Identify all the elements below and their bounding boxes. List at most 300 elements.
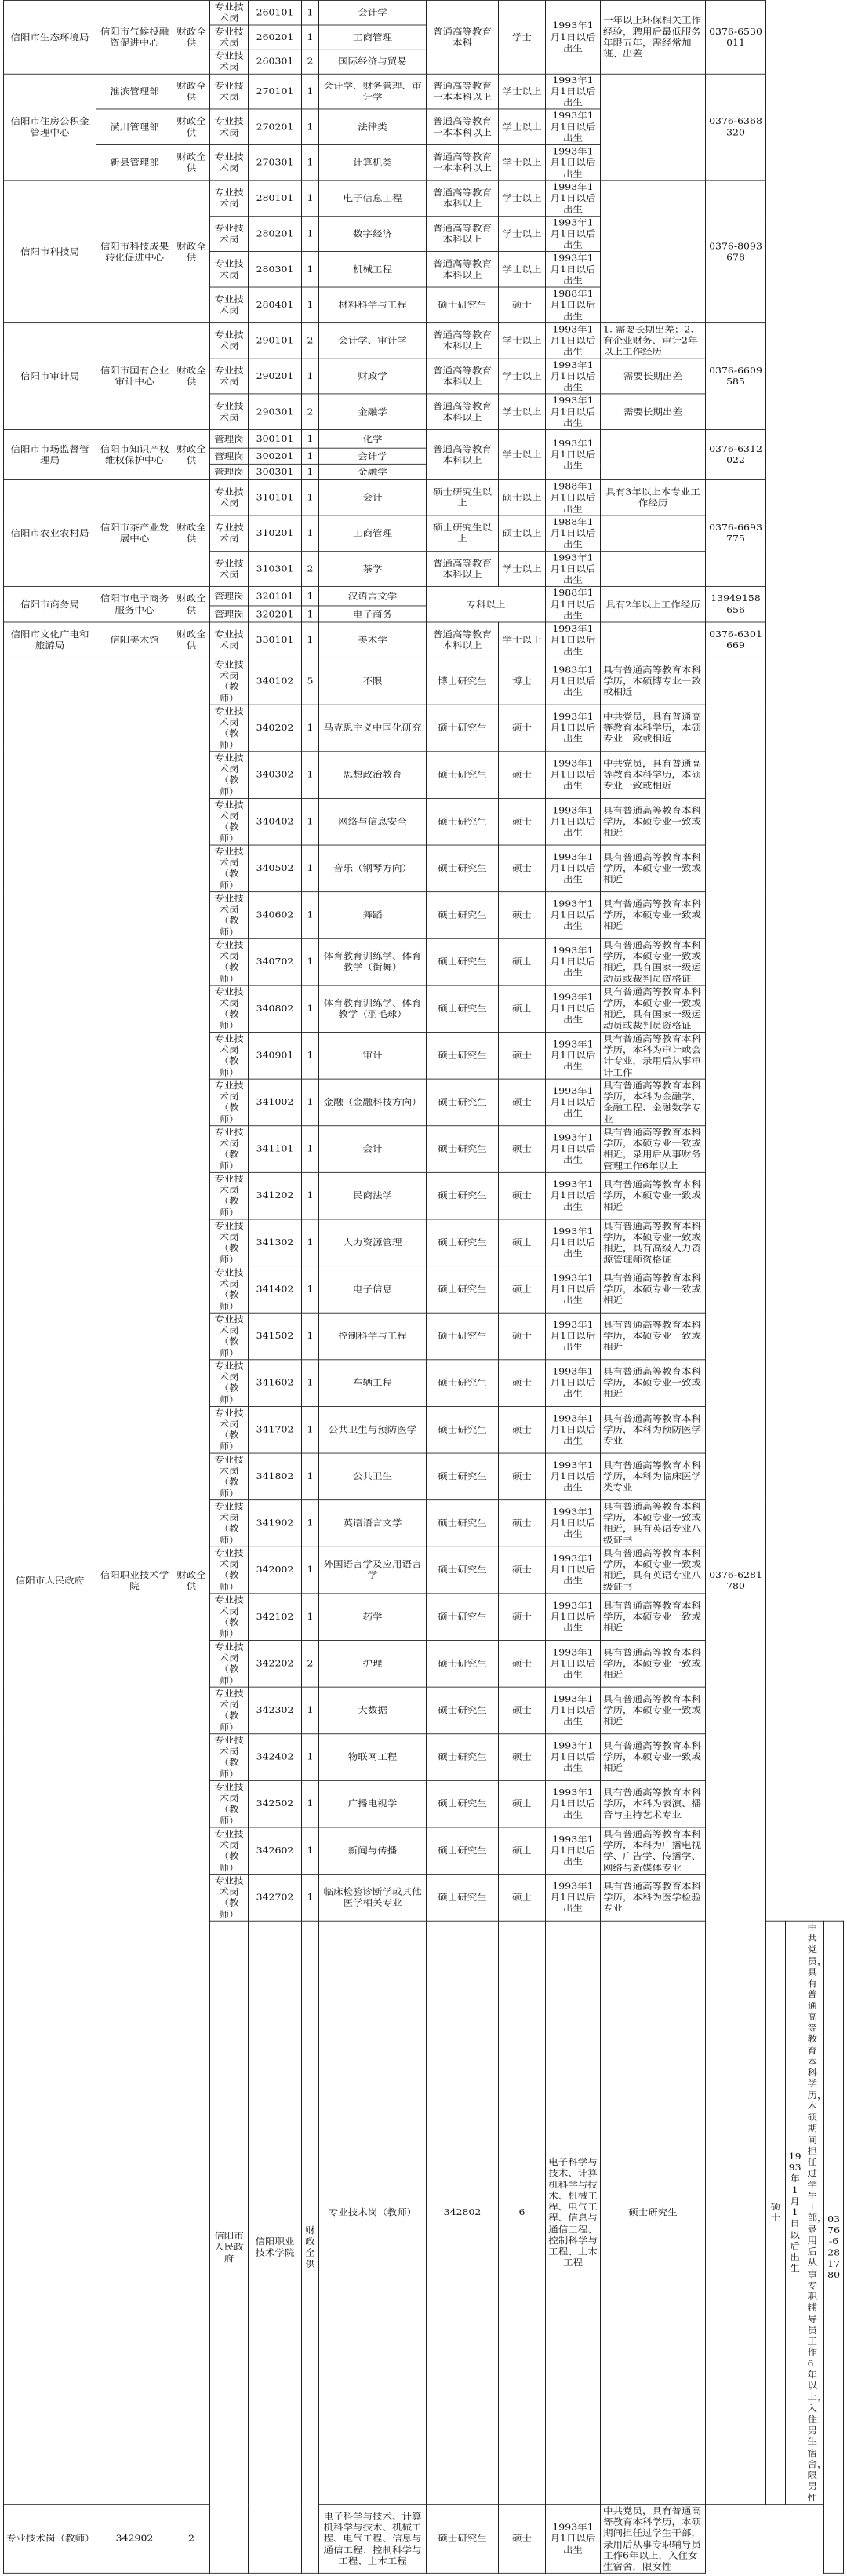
other-requirements-cell: 具有普通高等教育本科学历，本科为金融学、金融工程、金融数学专业 xyxy=(601,1079,706,1126)
other-requirements-cell xyxy=(601,551,706,586)
unit-cell: 淮滨管理部 xyxy=(96,74,173,109)
post-type-cell: 专业技术岗（教师） xyxy=(210,1453,249,1500)
table-row xyxy=(4,0,844,24)
major-cell: 车辆工程 xyxy=(319,1360,427,1407)
major-cell: 会计学、审计学 xyxy=(319,322,427,358)
age-limit-cell: 1993年1月1日以后出生 xyxy=(546,1687,601,1734)
other-requirements-cell: 具有普通高等教育本科学历，本硕专业一致或相近，具有英语专业八级证书 xyxy=(601,1499,706,1547)
major-cell: 临床检验诊断学或其他医学相关专业 xyxy=(319,1874,427,1921)
major-cell: 人力资源管理 xyxy=(319,1219,427,1266)
education-cell: 硕士研究生 xyxy=(427,1687,499,1734)
major-cell: 金融学 xyxy=(319,394,427,429)
education-cell: 硕士研究生 xyxy=(427,1406,499,1453)
degree-cell: 硕士 xyxy=(499,1266,546,1313)
major-cell: 工商管理 xyxy=(319,25,427,49)
cell-cell: 0376-6281780 xyxy=(824,1921,844,2574)
headcount-cell: 1 xyxy=(302,1547,319,1594)
headcount-cell: 1 xyxy=(302,216,319,251)
other-requirements-cell: 中共党员，具有普通高等教育本科学历，本硕专业一致或相近 xyxy=(601,705,706,752)
post-code-cell: 260301 xyxy=(249,49,302,74)
major-cell: 机械工程 xyxy=(319,252,427,287)
major-cell: 化学 xyxy=(319,430,427,449)
education-cell: 硕士研究生以上 xyxy=(427,480,499,516)
funding-cell: 财政全供 xyxy=(173,622,210,658)
age-limit-cell: 1993年1月1日以后出生 xyxy=(546,2504,601,2573)
headcount-cell: 1 xyxy=(302,430,319,449)
degree-cell: 硕士 xyxy=(499,752,546,799)
headcount-cell: 1 xyxy=(302,145,319,180)
funding-cell: 财政全供 xyxy=(173,322,210,429)
age-limit-cell: 1993年1月1日以后出生 xyxy=(546,1547,601,1594)
post-code-cell: 341702 xyxy=(249,1406,302,1453)
education-cell: 普通高等教育本科以上 xyxy=(427,216,499,251)
age-limit-cell: 1993年1月1日以后出生 xyxy=(546,1874,601,1921)
post-type-cell: 专业技术岗（教师） xyxy=(210,1594,249,1641)
post-code-cell: 342302 xyxy=(249,1687,302,1734)
post-type-cell: 专业技术岗（教师） xyxy=(210,1640,249,1687)
other-requirements-cell: 具有普通高等教育本科学历，本硕专业一致或相近，具有国家一级运动员或裁判员资格证 xyxy=(601,986,706,1033)
major-cell: 美术学 xyxy=(319,622,427,658)
degree-cell: 学士以上 xyxy=(499,430,546,480)
post-type-cell: 专业技术岗 xyxy=(210,74,249,109)
other-requirements-cell: 具有普通高等教育本科学历，本硕专业一致或相近 xyxy=(601,1594,706,1641)
post-type-cell: 专业技术岗 xyxy=(210,0,249,24)
major-cell: 专业技术岗（教师） xyxy=(319,1921,427,2504)
contact-phone-cell: 0376-6530011 xyxy=(706,0,766,73)
headcount-cell: 1 xyxy=(302,798,319,845)
headcount-cell: 1 xyxy=(302,180,319,216)
degree-cell: 硕士 xyxy=(499,1126,546,1173)
funding-cell: 2 xyxy=(173,2504,210,2573)
education-cell: 硕士研究生 xyxy=(427,1126,499,1173)
headcount-cell: 2 xyxy=(302,394,319,429)
table-row xyxy=(4,180,844,216)
post-type-cell: 管理岗 xyxy=(210,464,249,479)
degree-cell: 学士 xyxy=(499,0,546,73)
other-requirements-cell: 具有普通高等教育本科学历，本硕专业一致或相近 xyxy=(601,1266,706,1313)
degree-cell: 学士以上 xyxy=(499,109,546,144)
education-cell: 硕士研究生 xyxy=(427,1219,499,1266)
age-limit-cell: 1993年1月1日以后出生 xyxy=(546,986,601,1033)
degree-cell: 硕士以上 xyxy=(499,516,546,551)
major-cell: 材料科学与工程 xyxy=(319,287,427,322)
degree-cell: 学士以上 xyxy=(499,145,546,180)
post-type-cell: 专业技术岗 xyxy=(210,216,249,251)
post-code-cell: 290101 xyxy=(249,322,302,358)
other-requirements-cell: 1. 需要长期出差；2. 有企业财务、审计2年以上工作经历 xyxy=(601,322,706,358)
funding-cell: 财政全供 xyxy=(173,0,210,73)
post-code-cell: 341602 xyxy=(249,1360,302,1407)
education-cell: 硕士研究生 xyxy=(427,1780,499,1827)
education-cell: 普通高等教育本科以上 xyxy=(427,252,499,287)
post-type-cell: 专业技术岗（教师） xyxy=(210,1313,249,1360)
table-row xyxy=(4,658,844,705)
department-cell: 信阳市住房公积金管理中心 xyxy=(4,74,96,180)
other-requirements-cell: 具有普通高等教育本科学历，本硕专业一致或相近，具有高级人力资源管理师资格证 xyxy=(601,1219,706,1266)
post-type-cell: 管理岗 xyxy=(210,606,249,622)
degree-cell: 硕士 xyxy=(499,1827,546,1875)
degree-cell: 硕士 xyxy=(499,1640,546,1687)
education-cell: 硕士研究生 xyxy=(427,752,499,799)
headcount-cell: 1 xyxy=(302,938,319,986)
post-code-cell: 341502 xyxy=(249,1313,302,1360)
post-code-cell: 340901 xyxy=(249,1032,302,1079)
post-type-cell: 管理岗 xyxy=(210,430,249,449)
age-limit-cell: 1993年1月1日以后出生 xyxy=(546,938,601,986)
other-requirements-cell: 具有普通高等教育本科学历，本硕专业一致或相近 xyxy=(601,1313,706,1360)
post-type-cell: 专业技术岗 xyxy=(210,252,249,287)
major-cell: 大数据 xyxy=(319,1687,427,1734)
post-code-cell: 310101 xyxy=(249,480,302,516)
degree-cell: 学士以上 xyxy=(499,622,546,658)
age-limit-cell: 1993年1月1日以后出生 xyxy=(546,1734,601,1781)
post-type-cell: 专业技术岗（教师） xyxy=(210,1172,249,1219)
degree-cell: 硕士 xyxy=(499,1499,546,1547)
age-limit-cell: 1993年1月1日以后出生 xyxy=(546,1406,601,1453)
major-cell: 电子商务 xyxy=(319,606,427,622)
age-limit-cell: 1993年1月1日以后出生 xyxy=(546,109,601,144)
unit-cell: 信阳市电子商务服务中心 xyxy=(96,587,173,622)
headcount-cell: 1 xyxy=(302,1360,319,1407)
headcount-cell: 1 xyxy=(302,359,319,394)
funding-cell: 财政全供 xyxy=(173,109,210,144)
degree-cell: 学士以上 xyxy=(499,252,546,287)
degree-cell: 硕士 xyxy=(499,1360,546,1407)
major-cell: 会计学、财务管理、审计学 xyxy=(319,74,427,109)
post-type-cell: 专业技术岗（教师） xyxy=(210,1079,249,1126)
major-cell: 舞蹈 xyxy=(319,891,427,938)
age-limit-cell: 1993年1月1日以后出生 xyxy=(546,1079,601,1126)
education-cell: 硕士研究生 xyxy=(427,1266,499,1313)
age-limit-cell: 1993年1月1日以后出生 xyxy=(546,1219,601,1266)
other-requirements-cell: 具有2年以上工作经历 xyxy=(601,587,706,622)
post-code-cell: 342002 xyxy=(249,1547,302,1594)
post-type-cell: 专业技术岗（教师） xyxy=(210,891,249,938)
age-limit-cell: 1993年1月1日以后出生 xyxy=(546,430,601,480)
post-type-cell: 专业技术岗（教师） xyxy=(210,938,249,986)
department-cell: 信阳市商务局 xyxy=(4,587,96,622)
education-cell: 普通高等教育一本本科以上 xyxy=(427,74,499,109)
degree-cell: 硕士 xyxy=(499,1874,546,1921)
major-cell: 马克思主义中国化研究 xyxy=(319,705,427,752)
degree-cell: 硕士 xyxy=(499,1406,546,1453)
unit-cell: 信阳职业技术学院 xyxy=(96,658,173,2504)
major-cell: 广播电视学 xyxy=(319,1780,427,1827)
post-code-cell: 340402 xyxy=(249,798,302,845)
headcount-cell: 1 xyxy=(302,109,319,144)
major-cell: 金融（金融科技方向） xyxy=(319,1079,427,1126)
cell-cell: 硕士 xyxy=(766,1921,786,2504)
post-code-cell: 341101 xyxy=(249,1126,302,1173)
education-cell: 普通高等教育一本本科以上 xyxy=(427,109,499,144)
post-code-cell: 290201 xyxy=(249,359,302,394)
education-cell: 硕士研究生 xyxy=(427,1547,499,1594)
age-limit-cell: 1988年1月1日以后出生 xyxy=(546,480,601,516)
major-cell: 会计 xyxy=(319,480,427,516)
post-type-cell: 专业技术岗（教师） xyxy=(210,1874,249,1921)
funding-cell: 财政全供 xyxy=(173,587,210,622)
post-code-cell: 310301 xyxy=(249,551,302,586)
post-code-cell: 342502 xyxy=(249,1780,302,1827)
education-cell: 硕士研究生 xyxy=(427,2504,499,2573)
post-code-cell: 300301 xyxy=(249,464,302,479)
post-code-cell: 342102 xyxy=(249,1594,302,1641)
age-limit-cell: 1993年1月1日以后出生 xyxy=(546,216,601,251)
degree-cell: 学士以上 xyxy=(499,216,546,251)
post-type-cell: 专业技术岗（教师） xyxy=(210,1734,249,1781)
post-code-cell: 320201 xyxy=(249,606,302,622)
headcount-cell: 1 xyxy=(302,622,319,658)
post-type-cell: 专业技术岗（教师） xyxy=(210,798,249,845)
age-limit-cell: 1993年1月1日以后出生 xyxy=(546,798,601,845)
degree-cell: 学士以上 xyxy=(499,322,546,358)
major-cell: 计算机类 xyxy=(319,145,427,180)
other-requirements-cell: 具有普通高等教育本科学历，本科为表演、播音与主持艺术专业 xyxy=(601,1780,706,1827)
post-code-cell: 320101 xyxy=(249,587,302,607)
major-cell: 汉语言文学 xyxy=(319,587,427,607)
post-type-cell: 专业技术岗（教师） xyxy=(210,1827,249,1875)
headcount-cell: 1 xyxy=(302,1827,319,1875)
post-type-cell: 专业技术岗（教师） xyxy=(210,1687,249,1734)
post-code-cell: 340702 xyxy=(249,938,302,986)
post-code-cell: 300101 xyxy=(249,430,302,449)
age-limit-cell: 1993年1月1日以后出生 xyxy=(546,74,601,109)
headcount-cell: 5 xyxy=(302,658,319,705)
age-limit-cell: 1993年1月1日以后出生 xyxy=(546,252,601,287)
major-cell: 审计 xyxy=(319,1032,427,1079)
degree-cell: 硕士 xyxy=(499,1453,546,1500)
department-cell: 信阳市科技局 xyxy=(4,180,96,322)
major-cell: 会计 xyxy=(319,1126,427,1173)
degree-cell: 硕士 xyxy=(499,1547,546,1594)
department-cell: 信阳市农业农村局 xyxy=(4,480,96,587)
other-requirements-cell: 具有普通高等教育本科学历，本硕专业一致或相近，录用后从事财务管理工作6年以上 xyxy=(601,1126,706,1173)
age-limit-cell: 1993年1月1日以后出生 xyxy=(546,1499,601,1547)
degree-cell: 博士 xyxy=(499,658,546,705)
age-limit-cell: 1993年1月1日以后出生 xyxy=(546,1360,601,1407)
table-row xyxy=(4,322,844,358)
table-row xyxy=(4,480,844,516)
major-cell: 电子科学与技术、计算机科学与技术、机械工程、电气工程、信息与通信工程、控制科学与工程、土木工程 xyxy=(319,2504,427,2573)
major-cell: 法律类 xyxy=(319,109,427,144)
education-cell: 普通高等教育本科以上 xyxy=(427,359,499,394)
headcount-cell: 1 xyxy=(302,252,319,287)
degree-cell: 硕士 xyxy=(499,1594,546,1641)
major-cell: 金融学 xyxy=(319,464,427,479)
education-cell: 硕士研究生以上 xyxy=(427,516,499,551)
post-code-cell: 341902 xyxy=(249,1499,302,1547)
major-cell: 数字经济 xyxy=(319,216,427,251)
degree-cell: 硕士 xyxy=(499,1734,546,1781)
post-type-cell: 专业技术岗（教师） xyxy=(210,1126,249,1173)
degree-cell: 硕士 xyxy=(499,891,546,938)
other-requirements-cell: 具有普通高等教育本科学历，本硕专业一致或相近 xyxy=(601,845,706,892)
other-requirements-cell: 中共党员，具有普通高等教育本科学历，本硕期间担任过学生干部，录用后从事专职辅导员工作6年以上，入住女生宿舍，限女性 xyxy=(601,2504,706,2573)
department-cell: 专业技术岗（教师） xyxy=(4,2504,96,2573)
headcount-cell: 1 xyxy=(302,1874,319,1921)
headcount-cell: 1 xyxy=(302,1734,319,1781)
age-limit-cell: 1993年1月1日以后出生 xyxy=(546,1032,601,1079)
post-code-cell: 信阳职业技术学院 xyxy=(249,1921,302,2574)
major-cell: 会计学 xyxy=(319,448,427,464)
post-type-cell: 专业技术岗（教师） xyxy=(210,1547,249,1594)
education-cell: 硕士研究生 xyxy=(427,1079,499,1126)
contact-phone-cell: 0376-6609585 xyxy=(706,322,766,429)
headcount-cell: 2 xyxy=(302,1640,319,1687)
degree-cell: 硕士 xyxy=(499,287,546,322)
unit-cell: 信阳市科技成果转化促进中心 xyxy=(96,180,173,322)
post-type-cell: 专业技术岗（教师） xyxy=(210,1780,249,1827)
other-requirements-cell: 具有普通高等教育本科学历，本硕专业一致或相近 xyxy=(601,1687,706,1734)
post-type-cell: 专业技术岗 xyxy=(210,322,249,358)
headcount-cell: 1 xyxy=(302,705,319,752)
degree-cell: 硕士 xyxy=(499,705,546,752)
headcount-cell: 1 xyxy=(302,516,319,551)
post-type-cell: 专业技术岗 xyxy=(210,287,249,322)
post-code-cell: 340602 xyxy=(249,891,302,938)
headcount-cell: 1 xyxy=(302,287,319,322)
headcount-cell: 1 xyxy=(302,464,319,479)
headcount-cell: 1 xyxy=(302,480,319,516)
major-cell: 体育教育训练学、体育教学（街舞） xyxy=(319,938,427,986)
post-type-cell: 专业技术岗 xyxy=(210,359,249,394)
education-cell: 普通高等教育一本本科以上 xyxy=(427,145,499,180)
post-code-cell: 310201 xyxy=(249,516,302,551)
post-type-cell: 专业技术岗（教师） xyxy=(210,705,249,752)
department-cell: 信阳市文化广电和旅游局 xyxy=(4,622,96,658)
education-cell: 硕士研究生 xyxy=(427,705,499,752)
education-cell: 硕士研究生 xyxy=(427,798,499,845)
headcount-cell: 2 xyxy=(302,49,319,74)
headcount-cell: 1 xyxy=(302,1079,319,1126)
major-cell: 体育教育训练学、体育教学（羽毛球） xyxy=(319,986,427,1033)
other-requirements-cell: 具有普通高等教育本科学历，本科为广播电视学、广告学、传播学、网络与新媒体专业 xyxy=(601,1827,706,1875)
degree-cell: 硕士 xyxy=(499,1780,546,1827)
post-type-cell: 专业技术岗（教师） xyxy=(210,1032,249,1079)
headcount-cell: 1 xyxy=(302,1499,319,1547)
table-row xyxy=(4,74,844,109)
age-limit-cell: 1993年1月1日以后出生 xyxy=(546,891,601,938)
other-requirements-cell xyxy=(601,74,706,180)
age-limit-cell: 1993年1月1日以后出生 xyxy=(546,322,601,358)
other-requirements-cell: 中共党员，具有普通高等教育本科学历，本硕专业一致或相近 xyxy=(601,752,706,799)
other-requirements-cell: 具有普通高等教育本科学历，本硕专业一致或相近 xyxy=(601,1172,706,1219)
post-code-cell: 341202 xyxy=(249,1172,302,1219)
age-limit-cell: 1993年1月1日以后出生 xyxy=(546,622,601,658)
education-cell: 硕士研究生 xyxy=(427,1827,499,1875)
major-cell: 会计学 xyxy=(319,0,427,24)
department-cell: 信阳市市场监督管理局 xyxy=(4,430,96,480)
table-row xyxy=(4,430,844,449)
post-code-cell: 342202 xyxy=(249,1640,302,1687)
age-limit-cell: 1993年1月1日以后出生 xyxy=(546,752,601,799)
funding-cell: 财政全供 xyxy=(173,74,210,109)
education-cell: 硕士研究生 xyxy=(427,986,499,1033)
other-requirements-cell: 具有普通高等教育本科学历，本科为临床医学类专业 xyxy=(601,1453,706,1500)
major-cell: 物联网工程 xyxy=(319,1734,427,1781)
education-cell: 普通高等教育本科以上 xyxy=(427,430,499,480)
headcount-cell: 1 xyxy=(302,0,319,24)
major-cell: 茶学 xyxy=(319,551,427,586)
education-cell: 硕士研究生 xyxy=(427,1640,499,1687)
education-cell: 硕士研究生 xyxy=(427,845,499,892)
education-cell: 硕士研究生 xyxy=(427,1734,499,1781)
headcount-cell: 1 xyxy=(302,1406,319,1453)
post-code-cell: 270201 xyxy=(249,109,302,144)
education-cell: 普通高等教育本科以上 xyxy=(427,322,499,358)
post-type-cell: 专业技术岗（教师） xyxy=(210,752,249,799)
headcount-cell: 1 xyxy=(302,1687,319,1734)
post-type-cell: 管理岗 xyxy=(210,587,249,607)
age-limit-cell: 1993年1月1日以后出生 xyxy=(546,1453,601,1500)
funding-cell: 财政全供 xyxy=(173,480,210,587)
other-requirements-cell: 具有普通高等教育本科学历，本硕博专业一致或相近 xyxy=(601,658,706,705)
post-code-cell: 340102 xyxy=(249,658,302,705)
degree-cell: 硕士 xyxy=(499,1032,546,1079)
other-requirements-cell: 具有普通高等教育本科学历，本硕专业一致或相近 xyxy=(601,1640,706,1687)
education-cell: 硕士研究生 xyxy=(427,1874,499,1921)
major-cell: 新闻与传播 xyxy=(319,1827,427,1875)
age-limit-cell: 1993年1月1日以后出生 xyxy=(546,180,601,216)
age-limit-cell: 1993年1月1日以后出生 xyxy=(546,845,601,892)
table-row xyxy=(4,622,844,658)
post-code-cell: 280401 xyxy=(249,287,302,322)
headcount-cell: 1 xyxy=(302,1266,319,1313)
other-requirements-cell: 具有3年以上本专业工作经历 xyxy=(601,480,706,516)
degree-cell: 硕士 xyxy=(499,2504,546,2573)
degree-cell: 硕士 xyxy=(499,845,546,892)
recruitment-table xyxy=(3,0,844,2576)
other-requirements-cell: 一年以上环保相关工作经验，聘用后最低服务年限五年，需经常加班、出差 xyxy=(601,0,706,73)
age-limit-cell: 1988年1月1日以后出生 xyxy=(546,516,601,551)
education-cell: 硕士研究生 xyxy=(427,938,499,986)
contact-phone-cell: 0376-6368320 xyxy=(706,74,766,180)
education-cell: 342802 xyxy=(427,1921,499,2504)
major-cell: 公共卫生 xyxy=(319,1453,427,1500)
major-cell: 网络与信息安全 xyxy=(319,798,427,845)
headcount-cell: 1 xyxy=(302,1126,319,1173)
major-cell: 控制科学与工程 xyxy=(319,1313,427,1360)
education-cell: 硕士研究生 xyxy=(427,1172,499,1219)
age-limit-cell: 1993年1月1日以后出生 xyxy=(546,1266,601,1313)
unit-cell: 信阳市气候投融资促进中心 xyxy=(96,0,173,73)
other-requirements-cell: 具有普通高等教育本科学历，本科为审计或会计专业，录用后从事审计工作 xyxy=(601,1032,706,1079)
degree-cell: 硕士 xyxy=(499,938,546,986)
headcount-cell: 1 xyxy=(302,1172,319,1219)
post-code-cell: 340502 xyxy=(249,845,302,892)
other-requirements-cell: 需要长期出差 xyxy=(601,394,706,429)
age-limit-cell: 1993年1月1日以后出生 xyxy=(546,1126,601,1173)
major-cell: 药学 xyxy=(319,1594,427,1641)
other-requirements-cell: 具有普通高等教育本科学历，本科为预防医学专业 xyxy=(601,1406,706,1453)
degree-cell: 硕士 xyxy=(499,986,546,1033)
degree-cell: 学士以上 xyxy=(499,394,546,429)
post-code-cell: 341802 xyxy=(249,1453,302,1500)
post-type-cell: 专业技术岗（教师） xyxy=(210,1219,249,1266)
unit-cell: 信阳美术馆 xyxy=(96,622,173,658)
degree-cell: 硕士 xyxy=(499,1219,546,1266)
post-code-cell: 330101 xyxy=(249,622,302,658)
post-type-cell: 专业技术岗（教师） xyxy=(210,1360,249,1407)
age-limit-cell: 1993年1月1日以后出生 xyxy=(546,359,601,394)
post-type-cell: 专业技术岗 xyxy=(210,394,249,429)
degree-cell: 硕士 xyxy=(499,1313,546,1360)
other-requirements-cell: 具有普通高等教育本科学历，本硕专业一致或相近 xyxy=(601,891,706,938)
unit-cell: 信阳市茶产业发展中心 xyxy=(96,480,173,587)
age-limit-cell: 1993年1月1日以后出生 xyxy=(546,145,601,180)
education-cell: 硕士研究生 xyxy=(427,1499,499,1547)
education-cell: 硕士研究生 xyxy=(427,1313,499,1360)
